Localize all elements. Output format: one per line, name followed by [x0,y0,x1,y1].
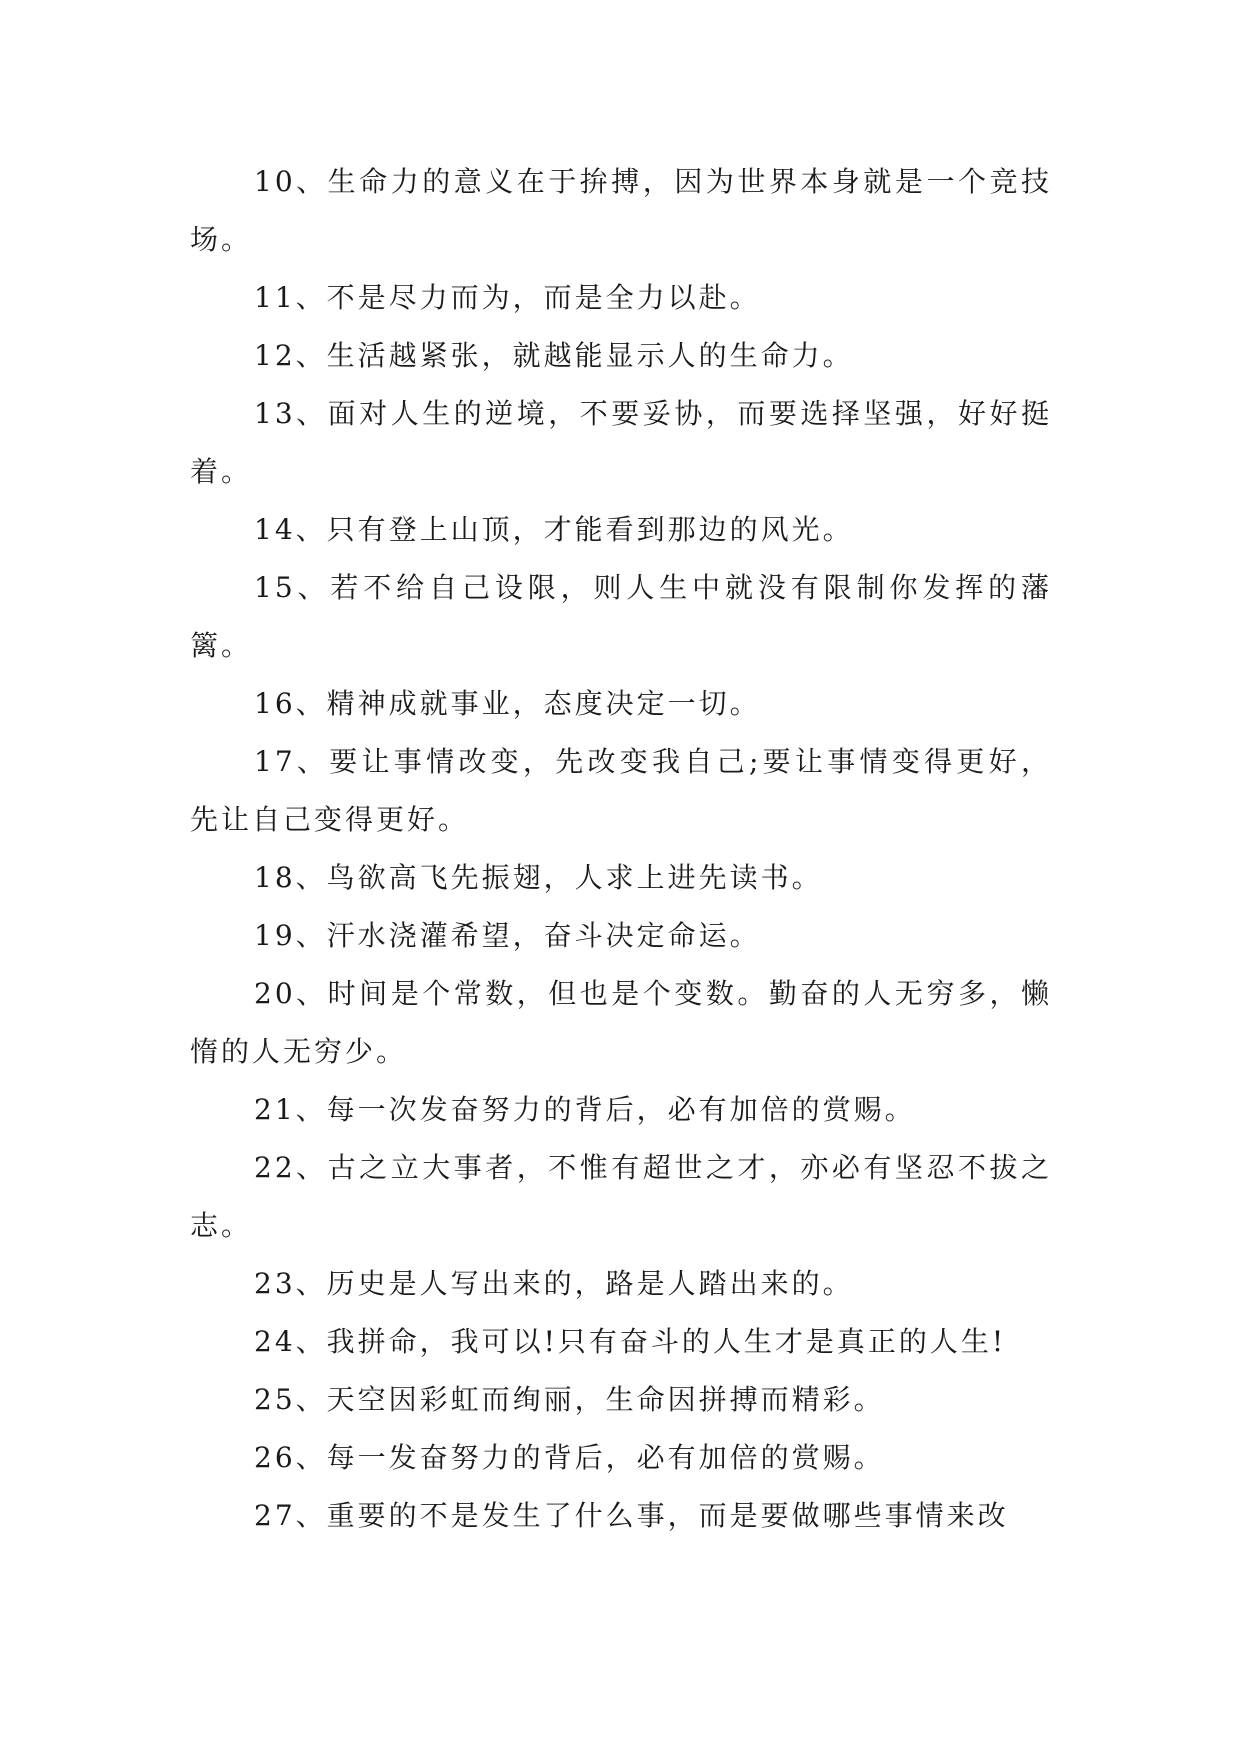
paragraph-20: 20、时间是个常数，但也是个变数。勤奋的人无穷多，懒惰的人无穷少。 [190,977,1052,1068]
paragraph-13: 13、面对人生的逆境，不要妥协，而要选择坚强，好好挺着。 [190,397,1052,488]
document-body [190,153,1052,1545]
paragraph-14: 14、只有登上山顶，才能看到那边的风光。 [254,513,854,546]
paragraph-18: 18、鸟欲高飞先振翅，人求上进先读书。 [254,861,823,894]
paragraph-23: 23、历史是人写出来的，路是人踏出来的。 [254,1267,854,1300]
paragraph-15: 15、若不给自己设限，则人生中就没有限制你发挥的藩篱。 [190,571,1052,662]
paragraph-12: 12、生活越紧张，就越能显示人的生命力。 [254,339,854,372]
paragraph-24: 24、我拼命，我可以!只有奋斗的人生才是真正的人生! [254,1325,1007,1358]
paragraph-11: 11、不是尽力而为，而是全力以赴。 [254,281,761,314]
paragraph-25: 25、天空因彩虹而绚丽，生命因拼搏而精彩。 [254,1383,885,1416]
paragraph-26: 26、每一发奋努力的背后，必有加倍的赏赐。 [254,1441,885,1474]
paragraph-10: 10、生命力的意义在于拚搏，因为世界本身就是一个竞技场。 [190,165,1052,256]
paragraph-19: 19、汗水浇灌希望，奋斗决定命运。 [254,919,761,952]
paragraph-17: 17、要让事情改变，先改变我自己;要让事情变得更好，先让自己变得更好。 [190,745,1052,836]
paragraph-22: 22、古之立大事者，不惟有超世之才，亦必有坚忍不拔之志。 [190,1151,1052,1242]
paragraph-16: 16、精神成就事业，态度决定一切。 [254,687,761,720]
paragraph-27: 27、重要的不是发生了什么事，而是要做哪些事情来改 [254,1499,1009,1532]
paragraph-21: 21、每一次发奋努力的背后，必有加倍的赏赐。 [254,1093,916,1126]
